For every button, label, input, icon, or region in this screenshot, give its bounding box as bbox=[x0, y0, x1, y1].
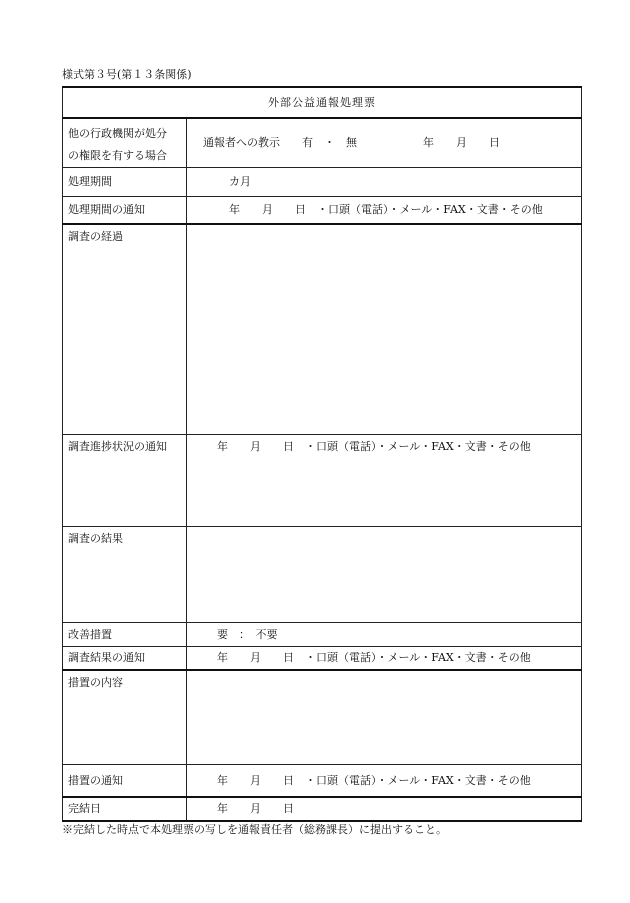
period-notice-label-cell bbox=[63, 197, 187, 224]
result-notice-label-cell bbox=[63, 647, 187, 670]
measures-notice-label-cell bbox=[63, 765, 187, 797]
result-label-cell bbox=[63, 527, 187, 623]
form-header: 様式第３号(第１３条関係) bbox=[62, 68, 192, 81]
improvement-label-cell bbox=[63, 623, 187, 647]
improvement-value-cell[interactable] bbox=[187, 623, 582, 647]
result-notice-value: 年 月 日 ・口頭（電話）・メール・FAX・文書・その他 bbox=[217, 651, 531, 665]
progress-notice-value-cell[interactable] bbox=[187, 435, 582, 527]
completion-label-cell bbox=[63, 797, 187, 821]
period-label-cell bbox=[63, 168, 187, 197]
completion-value-cell[interactable] bbox=[187, 797, 582, 821]
period-label: 処理期間 bbox=[68, 175, 112, 189]
measures-notice-value-cell[interactable] bbox=[187, 765, 582, 797]
result-content-area[interactable] bbox=[187, 527, 582, 623]
progress-notice-value: 年 月 日 ・口頭（電話）・メール・FAX・文書・その他 bbox=[217, 440, 531, 453]
period-notice-value: 年 月 日 ・口頭（電話）・メール・FAX・文書・その他 bbox=[229, 203, 543, 217]
result-label: 調査の結果 bbox=[68, 532, 123, 545]
result-notice-value-cell[interactable] bbox=[187, 647, 582, 670]
result-notice-label: 調査結果の通知 bbox=[68, 651, 145, 665]
period-value-cell[interactable] bbox=[187, 168, 582, 197]
footnote: ※完結した時点で本処理票の写しを通報責任者（総務課長）に提出すること。 bbox=[62, 823, 447, 836]
investigation-content-area[interactable] bbox=[187, 224, 582, 435]
measures-notice-label: 措置の通知 bbox=[68, 773, 123, 787]
report-form-table bbox=[62, 86, 582, 822]
period-notice-value-cell[interactable] bbox=[187, 197, 582, 224]
other-agency-value: 通報者への教示 有 ・ 無 年 月 日 bbox=[203, 136, 500, 150]
investigation-label: 調査の経過 bbox=[68, 229, 123, 243]
measures-notice-value: 年 月 日 ・口頭（電話）・メール・FAX・文書・その他 bbox=[217, 773, 531, 787]
improvement-value: 要 ： 不要 bbox=[217, 627, 278, 641]
progress-notice-label: 調査進捗状況の通知 bbox=[68, 440, 167, 453]
period-value: カ月 bbox=[229, 175, 251, 189]
period-notice-label: 処理期間の通知 bbox=[68, 203, 145, 217]
progress-notice-label-cell bbox=[63, 435, 187, 527]
improvement-label: 改善措置 bbox=[68, 627, 112, 641]
form-title: 外部公益通報処理票 bbox=[63, 87, 582, 118]
measures-content-area[interactable] bbox=[187, 670, 582, 765]
measures-content-label: 措置の内容 bbox=[68, 675, 123, 689]
measures-content-label-cell bbox=[63, 670, 187, 765]
investigation-label-cell bbox=[63, 224, 187, 435]
other-agency-value-cell[interactable] bbox=[187, 118, 582, 168]
completion-label: 完結日 bbox=[68, 801, 101, 815]
completion-value: 年 月 日 bbox=[217, 801, 294, 815]
other-agency-label: 他の行政機関が処分 の権限を有する場合 bbox=[63, 118, 187, 168]
